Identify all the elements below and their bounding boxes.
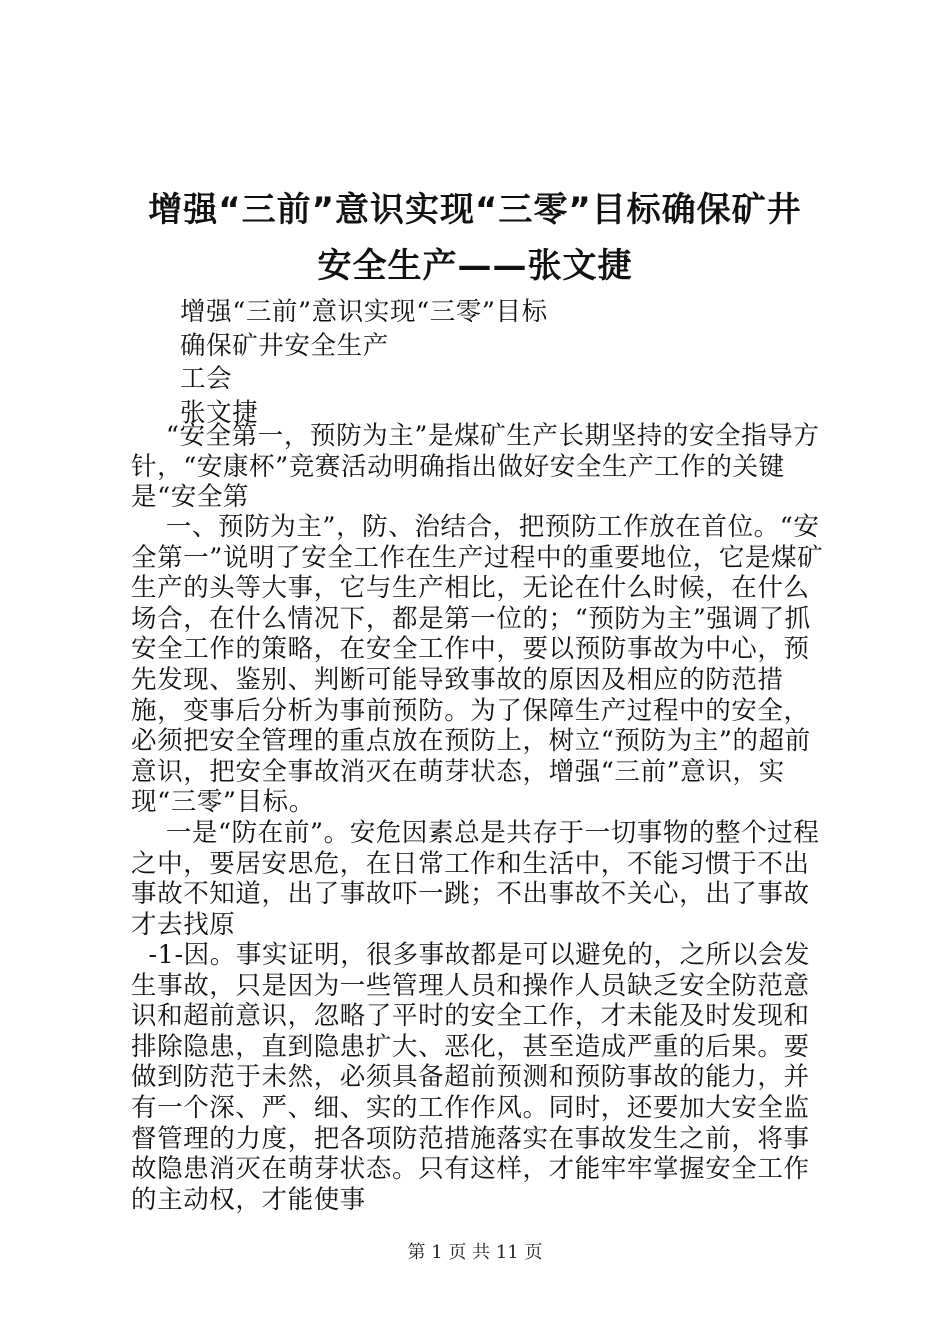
document-title-line-2: 安全生产——张文捷 [317,246,633,286]
paragraph-text: 一是“防在前”。安危因素总是共存于一切事物的整个过程之中，要居安思危，在日常工作和生活中，不能习惯于不出事故不知道，出了事故吓一跳；不出事故不关心，出了事故才去找原 [131,818,820,940]
body-paragraph-3 [131,818,831,940]
header-line-subject: 增强“三前”意识实现“三零”目标 [180,297,548,327]
header-line-subtitle: 确保矿井安全生产 [180,330,389,361]
body-paragraph-1 [131,421,831,513]
body-paragraph-2 [131,512,831,818]
document-title-line-1: 增强“三前”意识实现“三零”目标确保矿井 [148,190,802,230]
document-header-block [180,296,548,430]
paragraph-text: 一、预防为主”，防、治结合，把预防工作放在首位。“安全第一”说明了安全工作在生产过程中的重要地位，它是煤矿生产的头等大事，它与生产相比，无论在什么时候，在什么场合，在什么情况下，都是第一位的；“预防为主”强调了抓安全工作的策略，在安全工作中，要以预防事故为中心，预先发现、鉴别、判断可能导致事故的原因及相应的防范措施，变事后分析为事前预防。为了保障生产过程中的安全，必须把安全管理的重点放在预防上，树立“预防为主”的超前意识，把安全事故消灭在萌芽状态，增强“三前”意识，实现“三零”目标。 [131,512,824,818]
paragraph-text: -1-因。事实证明，很多事故都是可以避免的，之所以会发生事故，只是因为一些管理人员和操作人员缺乏安全防范意识和超前意识，忽略了平时的安全工作，才未能及时发现和排除隐患，直到隐患扩大、恶化，甚至造成严重的后果。要做到防范于未然，必须具备超前预测和预防事故的能力，并有一个深、严、细、实的工作作风。同时，还要加大安全监督管理的力度，把各项防范措施落实在事故发生之前，将事故隐患消灭在萌芽状态。只有这样，才能牢牢掌握安全工作的主动权，才能使事 [131,940,811,1215]
header-line-organization: 工会 [180,364,233,394]
paragraph-text: “安全第一，预防为主”是煤矿生产长期坚持的安全指导方针，“安康杯”竞赛活动明确指出做好安全生产工作的关键是“安全第 [131,421,820,513]
body-paragraph-4 [131,940,831,1215]
page-footer: 第 1 页 共 11 页 [407,1242,543,1263]
header-line-author: 张文捷 [180,397,259,428]
